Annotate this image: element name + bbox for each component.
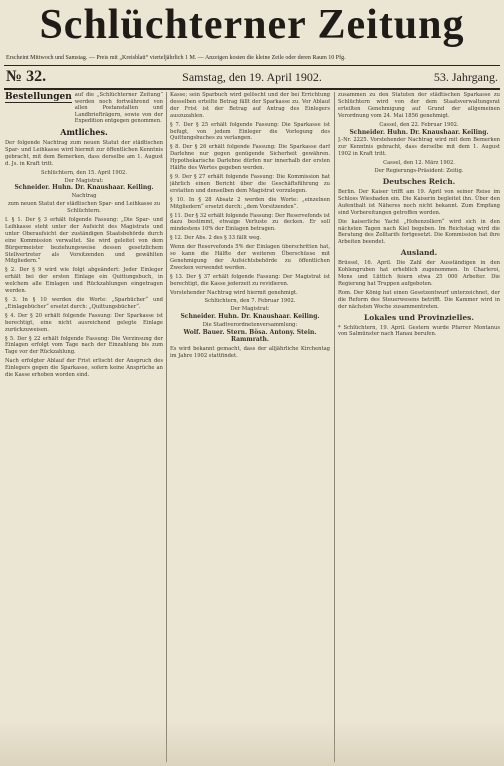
paragraph: Die kaiserliche Yacht „Hohenzollern“ wird sich in den nächsten Tagen nach Kiel begeben. Im Reichstag wird die Beratung des Zolltarifs fortgesetzt. Die Kommission hat ihre Arbeiten beendet. [338, 218, 500, 246]
column-divider [166, 92, 167, 762]
section-heading: Deutsches Reich. [382, 176, 456, 186]
column-2 [170, 92, 330, 762]
paragraph: § 11. Der § 32 erhält folgende Fassung: Der Reservefonds ist dazu bestimmt, etwaige Verluste zu decken. Er soll mindestens 10% der Einlagen betragen. [170, 212, 330, 233]
issue-row [4, 67, 500, 87]
paragraph: Der folgende Nachtrag zum neuen Statut der städtischen Spar- und Leihkasse wird hiermit zur öffentlichen Kenntnis gebracht, mit dem Bemerken, dass derselbe am 1. August d. Js. in Kraft tritt. [5, 139, 163, 167]
subscription-box [5, 92, 163, 125]
dateline: Schlüchtern, den 15. April 1902. [41, 169, 127, 176]
paragraph: Wenn der Reservefonds 5% der Einlagen überschritten hat, so kann die Hälfte der weiteren Überschüsse mit Genehmigung der Aufsichtsbehörde zu öffentlichen Zwecken verwendet werden. [170, 244, 330, 271]
assembly-line: Die Stadtverordnetenversammlung: [202, 322, 298, 329]
paragraph: Nach erfolgter Ablauf der Frist erlischt der Anspruch des Einlegers gegen die Sparkasse, sofern keine Ansprüche an die Kasse erhoben worden sind. [5, 358, 163, 379]
section-heading: Amtliches. [60, 126, 108, 137]
paragraph: § 9. Der § 27 erhält folgende Fassung: Die Kommission hat jährlich einen Bericht über die Geschäftsführung zu erstatten und denselben dem Magistrat vorzulegen. [170, 173, 330, 194]
nachtrag-label: Nachtrag [71, 193, 97, 200]
top-rule [4, 65, 500, 66]
paragraph: § 4. Der § 20 erhält folgende Fassung: Der Sparkasse ist berechtigt, eine nicht ausreichend gelegte Einlage zurückzuweisen. [5, 312, 163, 333]
paragraph: § 10. In § 28 Absatz 2 werden die Worte: „einzelnen Mitgliedern“ ersetzt durch: „dem Vorsitzenden“. [170, 196, 330, 210]
paragraph: zum neuen Statut der städtischen Spar- und Leihkasse zu Schlüchtern. [7, 201, 161, 215]
signatories: Schneider. Huhn. Dr. Knaushaar. Keiling. [14, 184, 154, 192]
masthead [0, 0, 504, 50]
header-rule [4, 88, 500, 90]
paragraph: § 3. In § 10 werden die Worte: „Sparbücher“ und „Einlagebücher“ ersetzt durch: „Quittungsbücher“. [5, 297, 163, 310]
paragraph: § 7. Der § 25 erhält folgende Fassung: Die Sparkasse ist befugt, von jedem Einleger die Vorlegung des Quittungsbuches zu verlangen. [170, 121, 330, 142]
paragraph: Kasse; sein Sparbuch wird gelöscht und der bei Errichtung desselben erteilte Betrag fällt der Sparkasse zu. Vor Ablauf der Frist ist der Betrag auf Antrag des Einlegers auszuzahlen. [170, 92, 330, 119]
paragraph: § 5. Der § 22 erhält folgende Fassung: Die Verzinsung der Einlagen erfolgt vom Tage nach der Einzahlung bis zum Tage vor der Rückzahlung. [5, 335, 163, 356]
signatories: Schneider. Huhn. Dr. Knaushaar. Keiling. [180, 313, 320, 321]
dateline: Cassel, den 12. März 1902. [383, 160, 455, 167]
paragraph: § 8. Der § 26 erhält folgende Fassung: Die Sparkasse darf Darlehne nur gegen genügende Sicherheit gewähren. Hypothekarische Darlehne dürfen nur innerhalb der ersten Hälfte des Wertes gegeben werden. [170, 144, 330, 172]
paragraph: Rom. Der König hat einen Gesetzentwurf unterzeichnet, der die Reform des Steuerwesens betrifft. Die Kammer wird in der nächsten Woche zusammentreten. [338, 289, 500, 310]
paragraph: I. § 1. Der § 3 erhält folgende Fassung: „Die Spar- und Leihkasse steht unter der Aufsicht des Magistrats und unter Oberaufsicht der zuständigen Staatsbehörde durch eine Kommission verwaltet. Sie wird geleitet von dem Bürgermeister beziehungsweise dessen gesetzlichem Stellvertreter als Vorsitzenden und gewählten Mitgliedern.“ [5, 217, 163, 265]
dateline: Cassel, den 22. Februar 1902. [379, 121, 459, 128]
paragraph: Es wird bekannt gemacht, dass der alljährliche Kirchentag im Jahre 1902 stattfindet. [170, 345, 330, 359]
paragraph: zusammen zu den Statuten der städtischen Sparkasse zu Schlüchtern wird von der dem Staatsverwaltungsrat erteilten Genehmigung auf Grund der allgemeinen Verordnung vom 24. Mai 1856 genehmigt. [338, 92, 500, 119]
office-line: Der Magistrat: [230, 306, 270, 313]
paragraph: § 2. Der § 9 wird wie folgt abgeändert: Jeder Einleger erhält bei der ersten Einlage ein Quittungsbuch, in welchem alle Einlagen und Rückzahlungen eingetragen werden. [5, 267, 163, 295]
column-divider [334, 92, 335, 762]
paragraph: § 13. Der § 37 erhält folgende Fassung: Der Magistrat ist berechtigt, die Kasse jederzeit zu revidieren. [170, 273, 330, 287]
column-3 [338, 92, 500, 762]
issue-number: № 32. [6, 68, 47, 85]
section-heading: Ausland. [400, 248, 438, 258]
signatories: Schneider. Huhn. Dr. Knaushaar. Keiling. [349, 128, 489, 136]
paragraph: § 12. Der Abs. 2 des § 33 fällt weg. [170, 235, 262, 242]
paragraph: Berlin. Der Kaiser trifft am 19. April von seiner Reise im Schloss Wiesbaden ein. Die Kaiserin begleitet ihn. Über den Aufenthalt ist Näheres noch nicht bekannt. Zum Empfang sind Vorbereitungen getroffen worden. [338, 188, 500, 216]
paragraph: Brüssel, 16. April. Die Zahl der Ausständigen in den Kohlengruben hat erheblich zugenommen. In Charleroi, Mons und Lüttich feiern etwa 25 000 Arbeiter. Die Regierung hat Truppen aufgeboten. [338, 260, 500, 287]
newspaper-title: Schlüchterner Zeitung [39, 2, 465, 48]
section-heading: Lokales und Provinzielles. [364, 312, 474, 322]
office-line: Der Magistrat: [64, 177, 104, 184]
signatories: Wolf. Bauer. Stern. Bösa. Antony. Stein. Rammrath. [183, 329, 317, 343]
issue-date: Samstag, den 19. April 1902. [182, 70, 322, 84]
issue-year: 53. Jahrgang. [433, 70, 498, 84]
column-1 [5, 92, 163, 762]
publication-info: Erscheint Mittwoch und Samstag. — Preis mit „Kreisblatt“ vierteljährlich 1 M. — Anzeigen kosten die kleine Zeile oder deren Raum 10 Pfg. [6, 55, 346, 61]
paragraph: J.-Nr. 2225. Vorstehender Nachtrag wird mit dem Bemerken zur Kenntnis gebracht, dass derselbe mit dem 1. August 1902 in Kraft tritt. [338, 137, 500, 158]
subscription-text: auf die „Schlüchterner Zeitung“ werden noch fortwährend von allen Postanstalten und Landbriefträgern, sowie von der Expedition entgegen genommen. [74, 92, 163, 125]
subscription-label: Bestellungen [5, 92, 72, 102]
office-line: Der Regierungs-Präsident: Zeitig. [374, 168, 464, 175]
dateline: Schlüchtern, den 7. Februar 1902. [204, 298, 296, 305]
paragraph: * Schlüchtern, 19. April. Gestern wurde Pfarrer Montanus von Salmünster nach Hanau berufen. [338, 324, 500, 338]
paragraph: Vorstehender Nachtrag wird hiermit genehmigt. [170, 289, 298, 296]
